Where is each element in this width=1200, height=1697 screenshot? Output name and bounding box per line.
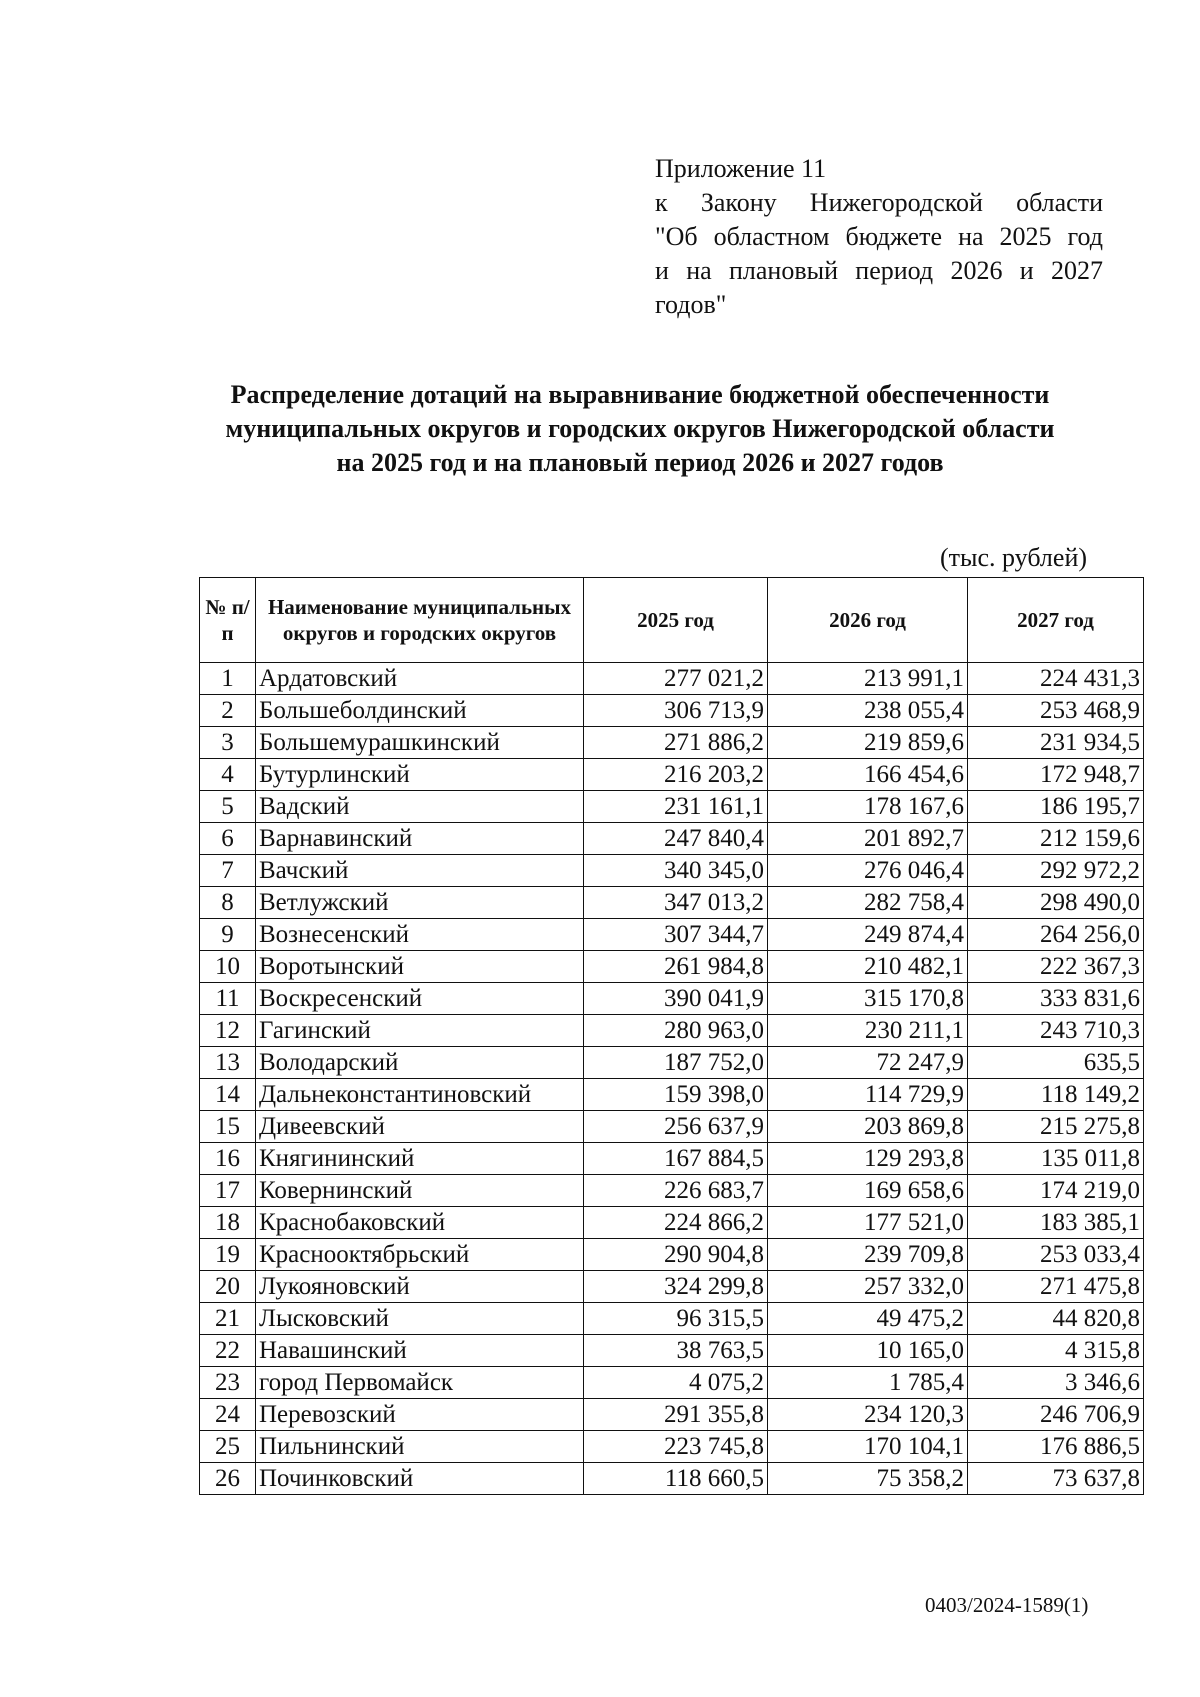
value-2025-cell: 96 315,5 <box>584 1303 768 1335</box>
value-2025-cell: 247 840,4 <box>584 823 768 855</box>
value-2026-cell: 230 211,1 <box>768 1015 968 1047</box>
value-2026-cell: 72 247,9 <box>768 1047 968 1079</box>
table-header-row <box>200 578 1144 663</box>
value-2025-cell: 340 345,0 <box>584 855 768 887</box>
table-row <box>200 1207 1144 1239</box>
municipality-name-cell: Вознесенский <box>256 919 584 951</box>
municipality-name-cell: Лысковский <box>256 1303 584 1335</box>
row-number-cell: 5 <box>200 791 256 823</box>
value-2025-cell: 271 886,2 <box>584 727 768 759</box>
municipality-name-cell: Перевозский <box>256 1399 584 1431</box>
value-2027-cell: 264 256,0 <box>968 919 1144 951</box>
row-number-cell: 20 <box>200 1271 256 1303</box>
value-2027-cell: 271 475,8 <box>968 1271 1144 1303</box>
table-row <box>200 823 1144 855</box>
table-row <box>200 919 1144 951</box>
table-row <box>200 1175 1144 1207</box>
municipality-name-cell: Вадский <box>256 791 584 823</box>
value-2026-cell: 239 709,8 <box>768 1239 968 1271</box>
row-number-cell: 18 <box>200 1207 256 1239</box>
value-2025-cell: 291 355,8 <box>584 1399 768 1431</box>
table-row <box>200 1079 1144 1111</box>
row-number-cell: 24 <box>200 1399 256 1431</box>
value-2025-cell: 324 299,8 <box>584 1271 768 1303</box>
row-number-cell: 9 <box>200 919 256 951</box>
table-row <box>200 855 1144 887</box>
row-number-cell: 23 <box>200 1367 256 1399</box>
value-2027-cell: 253 033,4 <box>968 1239 1144 1271</box>
table-row <box>200 983 1144 1015</box>
document-number: 0403/2024-1589(1) <box>925 1593 1089 1617</box>
value-2025-cell: 306 713,9 <box>584 695 768 727</box>
table-row <box>200 1431 1144 1463</box>
appendix-line-1: Приложение 11 <box>655 154 827 183</box>
row-number-cell: 14 <box>200 1079 256 1111</box>
row-number-cell: 1 <box>200 663 256 695</box>
document-title <box>160 378 1120 480</box>
value-2026-cell: 75 358,2 <box>768 1463 968 1495</box>
title-line-1: Распределение дотаций на выравнивание бюджетной обеспеченности <box>230 380 1050 409</box>
value-2027-cell: 183 385,1 <box>968 1207 1144 1239</box>
value-2026-cell: 282 758,4 <box>768 887 968 919</box>
value-2025-cell: 216 203,2 <box>584 759 768 791</box>
appendix-note <box>655 152 1103 322</box>
municipality-name-cell: Воскресенский <box>256 983 584 1015</box>
row-number-cell: 19 <box>200 1239 256 1271</box>
value-2025-cell: 261 984,8 <box>584 951 768 983</box>
municipality-name-cell: город Первомайск <box>256 1367 584 1399</box>
table-row <box>200 1367 1144 1399</box>
municipality-name-cell: Ветлужский <box>256 887 584 919</box>
table-row <box>200 663 1144 695</box>
header-2027: 2027 год <box>968 578 1144 663</box>
table-row <box>200 1143 1144 1175</box>
row-number-cell: 26 <box>200 1463 256 1495</box>
row-number-cell: 3 <box>200 727 256 759</box>
table-row <box>200 759 1144 791</box>
value-2025-cell: 390 041,9 <box>584 983 768 1015</box>
appendix-line-4: и на плановый период 2026 и 2027 <box>655 256 1103 285</box>
table-row <box>200 1335 1144 1367</box>
value-2027-cell: 292 972,2 <box>968 855 1144 887</box>
table-row <box>200 1463 1144 1495</box>
value-2026-cell: 276 046,4 <box>768 855 968 887</box>
value-2025-cell: 187 752,0 <box>584 1047 768 1079</box>
row-number-cell: 6 <box>200 823 256 855</box>
value-2025-cell: 224 866,2 <box>584 1207 768 1239</box>
appendix-line-5: годов" <box>655 290 727 319</box>
row-number-cell: 7 <box>200 855 256 887</box>
table-body <box>200 663 1144 1495</box>
value-2027-cell: 135 011,8 <box>968 1143 1144 1175</box>
value-2026-cell: 213 991,1 <box>768 663 968 695</box>
table-row <box>200 1271 1144 1303</box>
municipality-name-cell: Воротынский <box>256 951 584 983</box>
row-number-cell: 17 <box>200 1175 256 1207</box>
header-2025: 2025 год <box>584 578 768 663</box>
municipality-name-cell: Ковернинский <box>256 1175 584 1207</box>
header-num: № п/п <box>200 578 256 663</box>
table-row <box>200 695 1144 727</box>
municipality-name-cell: Дальнеконстантиновский <box>256 1079 584 1111</box>
title-line-2: муниципальных округов и городских округов Нижегородской области <box>225 414 1055 443</box>
value-2026-cell: 238 055,4 <box>768 695 968 727</box>
value-2026-cell: 178 167,6 <box>768 791 968 823</box>
value-2026-cell: 249 874,4 <box>768 919 968 951</box>
appendix-line-3: "Об областном бюджете на 2025 год <box>655 222 1103 251</box>
value-2027-cell: 118 149,2 <box>968 1079 1144 1111</box>
row-number-cell: 16 <box>200 1143 256 1175</box>
header-2026: 2026 год <box>768 578 968 663</box>
row-number-cell: 8 <box>200 887 256 919</box>
value-2026-cell: 10 165,0 <box>768 1335 968 1367</box>
value-2027-cell: 224 431,3 <box>968 663 1144 695</box>
table-row <box>200 887 1144 919</box>
row-number-cell: 21 <box>200 1303 256 1335</box>
value-2025-cell: 347 013,2 <box>584 887 768 919</box>
value-2027-cell: 174 219,0 <box>968 1175 1144 1207</box>
table-row <box>200 1303 1144 1335</box>
value-2025-cell: 307 344,7 <box>584 919 768 951</box>
value-2026-cell: 210 482,1 <box>768 951 968 983</box>
row-number-cell: 22 <box>200 1335 256 1367</box>
table-row <box>200 1047 1144 1079</box>
value-2025-cell: 256 637,9 <box>584 1111 768 1143</box>
value-2026-cell: 129 293,8 <box>768 1143 968 1175</box>
value-2027-cell: 635,5 <box>968 1047 1144 1079</box>
value-2025-cell: 231 161,1 <box>584 791 768 823</box>
row-number-cell: 11 <box>200 983 256 1015</box>
municipality-name-cell: Княгининский <box>256 1143 584 1175</box>
value-2027-cell: 186 195,7 <box>968 791 1144 823</box>
municipality-name-cell: Лукояновский <box>256 1271 584 1303</box>
table-row <box>200 1015 1144 1047</box>
value-2026-cell: 49 475,2 <box>768 1303 968 1335</box>
municipality-name-cell: Вачский <box>256 855 584 887</box>
value-2025-cell: 226 683,7 <box>584 1175 768 1207</box>
title-line-3: на 2025 год и на плановый период 2026 и 2027 годов <box>336 448 944 477</box>
municipality-name-cell: Большеболдинский <box>256 695 584 727</box>
row-number-cell: 12 <box>200 1015 256 1047</box>
value-2025-cell: 280 963,0 <box>584 1015 768 1047</box>
value-2026-cell: 1 785,4 <box>768 1367 968 1399</box>
value-2027-cell: 212 159,6 <box>968 823 1144 855</box>
municipality-name-cell: Навашинский <box>256 1335 584 1367</box>
value-2027-cell: 172 948,7 <box>968 759 1144 791</box>
table-row <box>200 727 1144 759</box>
municipality-name-cell: Дивеевский <box>256 1111 584 1143</box>
value-2026-cell: 234 120,3 <box>768 1399 968 1431</box>
value-2026-cell: 257 332,0 <box>768 1271 968 1303</box>
units-label: (тыс. рублей) <box>940 543 1088 572</box>
municipality-name-cell: Гагинский <box>256 1015 584 1047</box>
value-2026-cell: 203 869,8 <box>768 1111 968 1143</box>
table-row <box>200 791 1144 823</box>
value-2025-cell: 4 075,2 <box>584 1367 768 1399</box>
header-name: Наименование муниципальных округов и городских округов <box>256 578 584 663</box>
municipality-name-cell: Бутурлинский <box>256 759 584 791</box>
row-number-cell: 15 <box>200 1111 256 1143</box>
value-2025-cell: 167 884,5 <box>584 1143 768 1175</box>
municipality-name-cell: Краснооктябрьский <box>256 1239 584 1271</box>
value-2027-cell: 4 315,8 <box>968 1335 1144 1367</box>
row-number-cell: 4 <box>200 759 256 791</box>
value-2025-cell: 290 904,8 <box>584 1239 768 1271</box>
value-2026-cell: 166 454,6 <box>768 759 968 791</box>
row-number-cell: 13 <box>200 1047 256 1079</box>
value-2027-cell: 44 820,8 <box>968 1303 1144 1335</box>
row-number-cell: 2 <box>200 695 256 727</box>
value-2027-cell: 231 934,5 <box>968 727 1144 759</box>
municipality-name-cell: Краснобаковский <box>256 1207 584 1239</box>
value-2027-cell: 222 367,3 <box>968 951 1144 983</box>
table-row <box>200 951 1144 983</box>
value-2027-cell: 298 490,0 <box>968 887 1144 919</box>
municipality-name-cell: Варнавинский <box>256 823 584 855</box>
value-2027-cell: 246 706,9 <box>968 1399 1144 1431</box>
value-2025-cell: 277 021,2 <box>584 663 768 695</box>
value-2025-cell: 223 745,8 <box>584 1431 768 1463</box>
value-2027-cell: 243 710,3 <box>968 1015 1144 1047</box>
municipality-name-cell: Ардатовский <box>256 663 584 695</box>
row-number-cell: 10 <box>200 951 256 983</box>
value-2026-cell: 315 170,8 <box>768 983 968 1015</box>
municipality-name-cell: Большемурашкинский <box>256 727 584 759</box>
value-2026-cell: 169 658,6 <box>768 1175 968 1207</box>
value-2027-cell: 73 637,8 <box>968 1463 1144 1495</box>
municipality-name-cell: Пильнинский <box>256 1431 584 1463</box>
value-2026-cell: 170 104,1 <box>768 1431 968 1463</box>
row-number-cell: 25 <box>200 1431 256 1463</box>
value-2026-cell: 114 729,9 <box>768 1079 968 1111</box>
table-row <box>200 1239 1144 1271</box>
value-2027-cell: 253 468,9 <box>968 695 1144 727</box>
value-2027-cell: 333 831,6 <box>968 983 1144 1015</box>
value-2025-cell: 118 660,5 <box>584 1463 768 1495</box>
distribution-table <box>199 577 1144 1495</box>
value-2026-cell: 177 521,0 <box>768 1207 968 1239</box>
value-2025-cell: 38 763,5 <box>584 1335 768 1367</box>
appendix-line-2: к Закону Нижегородской области <box>655 188 1103 217</box>
value-2027-cell: 3 346,6 <box>968 1367 1144 1399</box>
value-2026-cell: 201 892,7 <box>768 823 968 855</box>
table-row <box>200 1111 1144 1143</box>
table-row <box>200 1399 1144 1431</box>
value-2027-cell: 215 275,8 <box>968 1111 1144 1143</box>
municipality-name-cell: Володарский <box>256 1047 584 1079</box>
value-2026-cell: 219 859,6 <box>768 727 968 759</box>
value-2025-cell: 159 398,0 <box>584 1079 768 1111</box>
value-2027-cell: 176 886,5 <box>968 1431 1144 1463</box>
municipality-name-cell: Починковский <box>256 1463 584 1495</box>
